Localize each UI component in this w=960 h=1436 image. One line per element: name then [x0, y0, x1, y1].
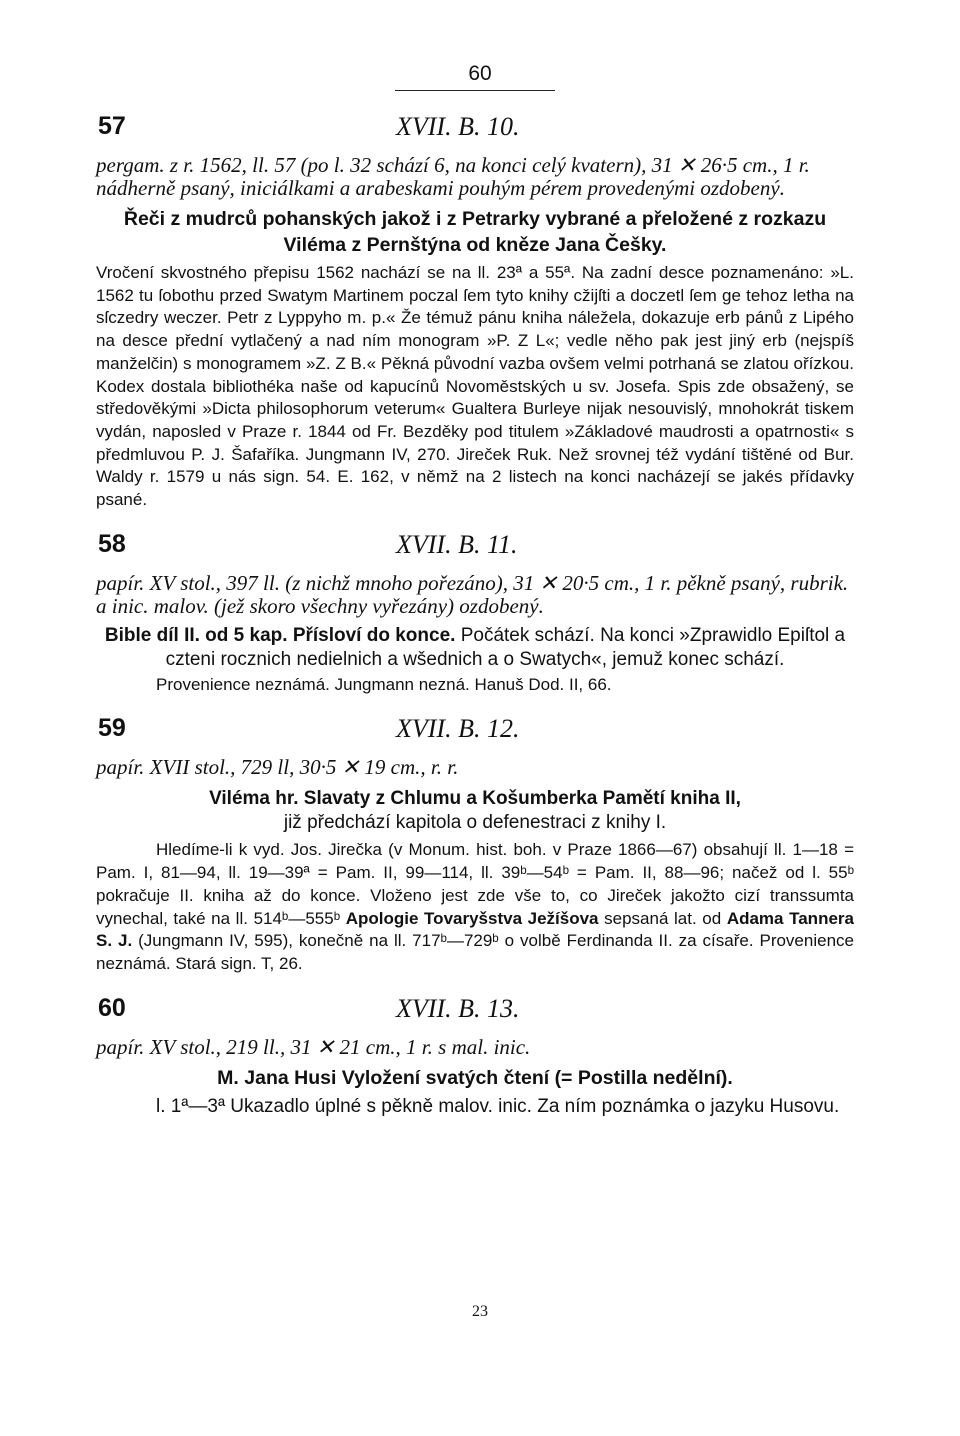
- entry-note: l. 1ª—3ª Ukazadlo úplné s pěkně malov. inic. Za ním poznámka o jazyku Husovu.: [156, 1095, 840, 1117]
- work-title-paragraph: [96, 624, 854, 672]
- page-number-bottom: 23: [472, 1303, 488, 1320]
- physical-description: papír. XV stol., 397 ll. (z nichž mnoho pořezáno), 31 ✕ 20·5 cm., 1 r. pěkně psaný, rubrik. a inic. malov. (jež skoro všechny vyřezány) ozdobený.: [96, 570, 849, 618]
- page-body: [96, 112, 854, 1119]
- note-bold-author: Adama Tannera S. J.: [96, 908, 854, 951]
- shelf-signature: XVII. B. 12.: [396, 714, 520, 744]
- physical-description: pergam. z r. 1562, ll. 57 (po l. 32 schází 6, na konci celý kvatern), 31 ✕ 26·5 cm., 1 r. nádherně psaný, iniciálkami a arabeskami pouhým pérem provedenými ozdobený.: [96, 153, 810, 200]
- shelf-signature: XVII. B. 10.: [396, 112, 520, 141]
- entry-note: [96, 839, 854, 975]
- note-part: Hledíme-li k vyd. Jos. Jirečka (v Monum. hist. boh. v Praze 1866—67) obsahují ll. 1—18 = Pam. I, 81—94, ll. 19—39ª = Pam. II, 99—114, ll. 39ᵇ—54ᵇ = Pam. II, 88—96; načež od l. 55ᵇ pokračuje II. kniha až do konce. Vloženo jest zde vše to, co Jireček jakožto cizí transsumta vynechal, také na ll. 514ᵇ—555ᵇ: [96, 840, 854, 928]
- entry-number: 58: [98, 529, 126, 558]
- entry-header: [96, 530, 854, 572]
- physical-description: papír. XV stol., 219 ll., 31 ✕ 21 cm., 1 r. s mal. inic.: [96, 1034, 531, 1059]
- entry-header: [96, 714, 854, 756]
- work-title: Viléma hr. Slavaty z Chlumu a Košumberka Pamětí kniha II,: [209, 788, 741, 810]
- page-number-top: 60: [468, 62, 492, 85]
- work-title: M. Jana Husi Vyložení svatých čtení (= Postilla nedělní).: [217, 1066, 733, 1089]
- entry-number: 57: [98, 112, 126, 140]
- work-title-note: již předchází kapitola o defenestraci z knihy I.: [283, 812, 667, 834]
- entry-58: [96, 530, 854, 697]
- work-title: Řeči z mudrců pohanských jakož i z Petrarky vybrané a přeložené z rozkazu Viléma z Pernštýna od kněze Jana Češky.: [123, 208, 827, 256]
- note-part: sepsaná lat. od: [598, 908, 727, 928]
- work-title-note: Počátek schází. Na konci »Zprawidlo Epiſtol a czteni rocznich nedielnich a wšednich a o Swatych«, jemuž konec schází.: [165, 624, 846, 670]
- entry-header: [96, 112, 854, 154]
- work-title-paragraph: [96, 787, 854, 835]
- shelf-signature: XVII. B. 11.: [396, 529, 518, 559]
- entry-57: [96, 112, 854, 512]
- entry-number: 59: [98, 714, 126, 743]
- entry-60: [96, 994, 854, 1119]
- entry-number: 60: [98, 993, 126, 1022]
- shelf-signature: XVII. B. 13.: [396, 993, 520, 1023]
- entry-59: [96, 714, 854, 975]
- entry-note: Provenience neznámá. Jungmann nezná. Hanuš Dod. II, 66.: [156, 674, 612, 694]
- work-title: Bible díl II. od 5 kap. Přísloví do konce.: [104, 624, 456, 646]
- entry-header: [96, 994, 854, 1036]
- entry-note: Vročení skvostného přepisu 1562 nachází se na ll. 23ª a 55ª. Na zadní desce poznamenáno: »L. 1562 tu ſobothu przed Swatym Martinem poczal ſem tyto knihy cžijſti a doczetl ſem ge tehoz letha na sſczedry weczer. Petr z Lyppyho m. p.« Že témuž pánu kniha náležela, dokazuje erb pánů z Lipého na desce přední vytlačený a nad ním monogram »P. Z L«; vedle něho pak jest jiný erb (nejspíš manželčin) s monogramem »Z. Z B.« Pěkná původní vazba ovšem velmi potrhaná se zlatou ořízkou. Kodex dostala bibliothéka naše od kapucínů Novoměstských u sv. Josefa. Spis zde obsažený, se středověkými »Dicta philosophorum veterum« Gualtera Burleye nijak nesouvislý, mnohokrát tiskem vydán, naposled v Praze r. 1844 od Fr. Bezděky pod titulem »Základové maudrosti a opatrnosti« s předmluvou P. J. Šafaříka. Jungmann IV, 270. Jireček Ruk. Než srovnej též vydání tištěné od Bur. Waldy r. 1579 u nás sign. 54. E. 162, v němž na 2 listech na konci nacházejí se jakés přídavky psané.: [96, 263, 854, 510]
- physical-description: papír. XVII stol., 729 ll, 30·5 ✕ 19 cm., r. r.: [96, 755, 459, 780]
- note-part: (Jungmann IV, 595), konečně na ll. 717ᵇ—729ᵇ o volbě Ferdinanda II. za císaře. Provenience neznámá. Stará sign. T, 26.: [96, 931, 854, 973]
- header-rule: [395, 90, 555, 91]
- note-bold-title: Apologie Tovaryšstva Ježíšova: [345, 908, 599, 928]
